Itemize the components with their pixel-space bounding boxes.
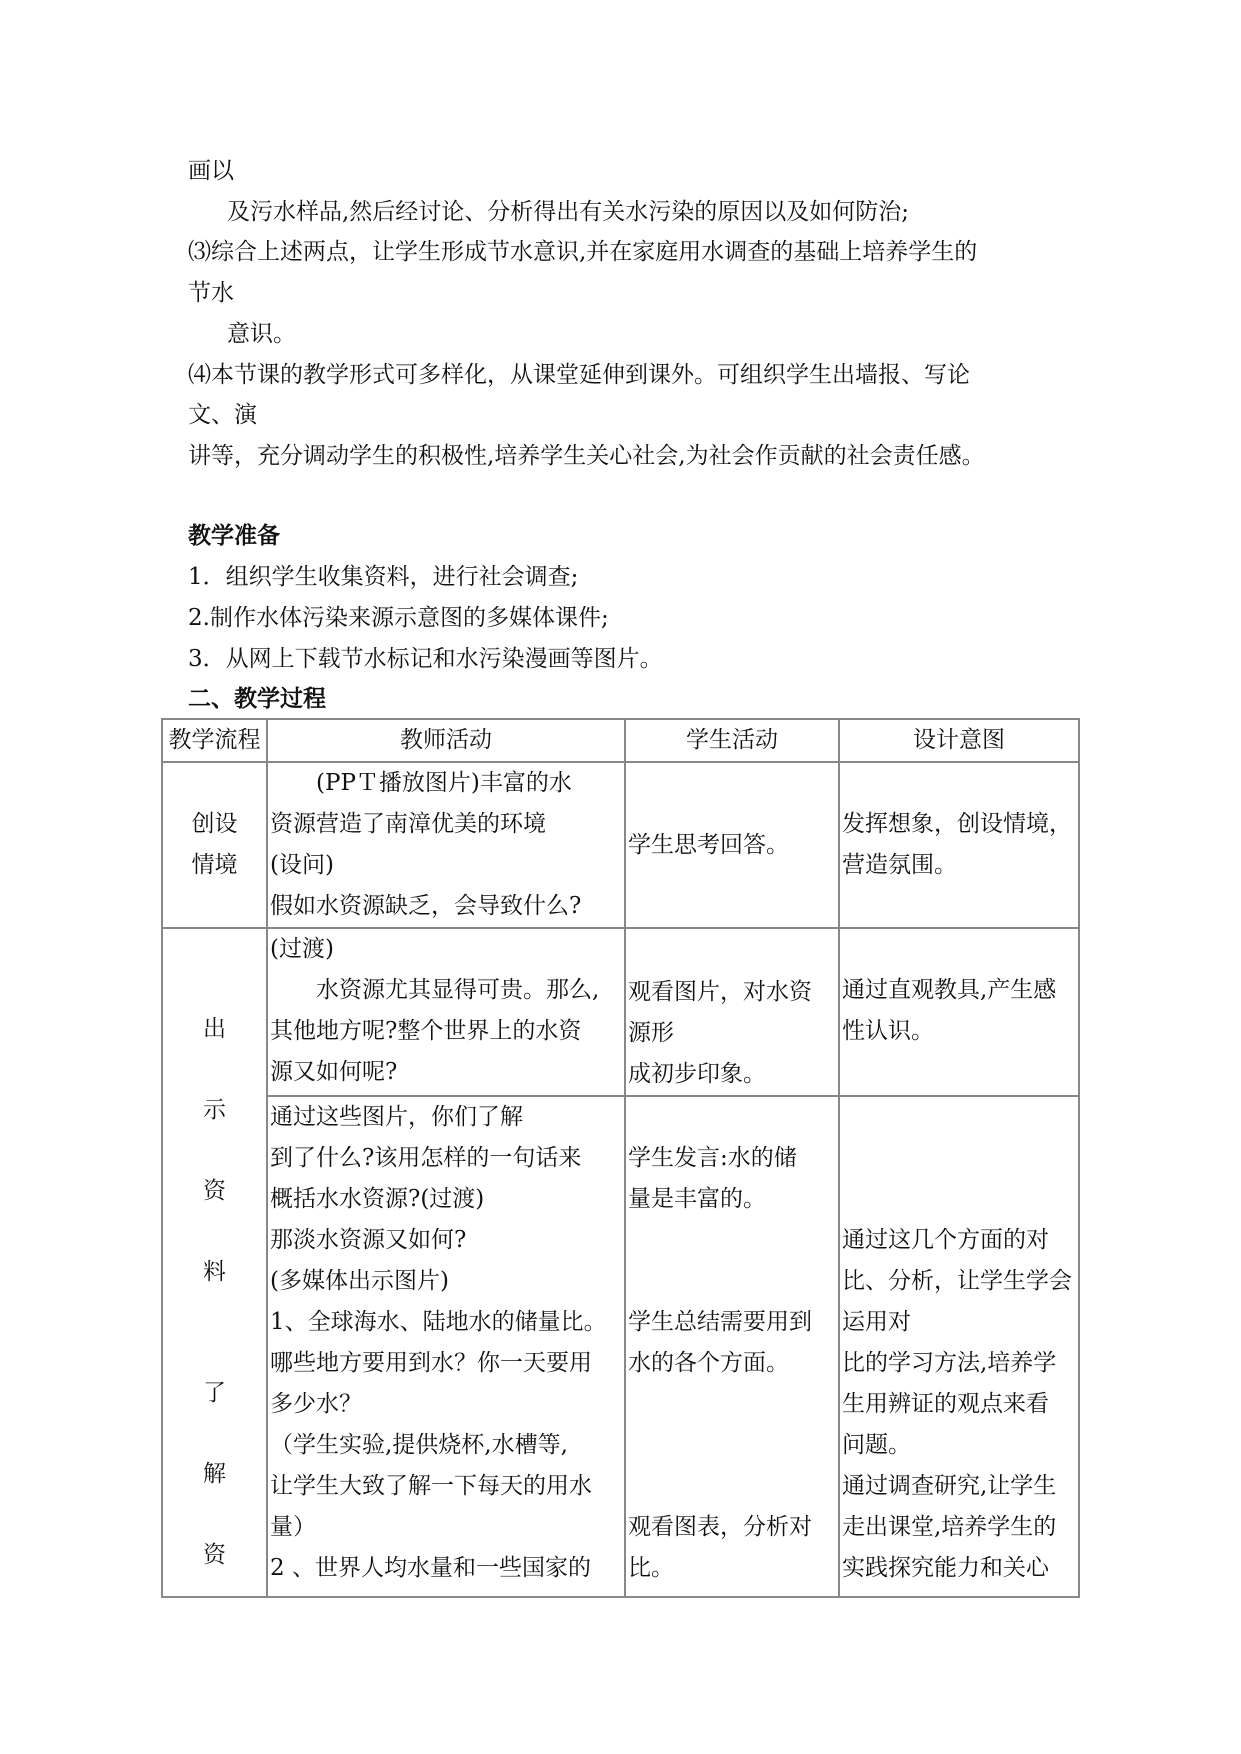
student-text (628, 1425, 836, 1466)
teacher-text: 让学生大致了解一下每天的用水 (270, 1473, 592, 1500)
intent-text: 通过调查研究,让学生 (842, 1473, 1057, 1500)
table-row (162, 928, 1079, 1096)
table-row (162, 762, 1079, 928)
stage-text: 了 (203, 1380, 226, 1406)
teaching-process-table (161, 718, 1080, 1598)
teacher-text: 源又如何呢? (270, 1059, 398, 1085)
header-student-activity: 学生活动 (625, 719, 839, 762)
intent-text: 发挥想象，创设情境， (842, 811, 1072, 837)
student-text: 水的各个方面。 (628, 1350, 789, 1377)
stage-text: 示 (203, 1097, 226, 1123)
teacher-text: 量） (270, 1514, 316, 1541)
teacher-text: 1、全球海水、陆地水的储量比。 (270, 1309, 607, 1336)
intro-line: 及污水样品,然后经讨论、分析得出有关水污染的原因以及如何防治; (227, 199, 910, 225)
intro-line: 文、演 (188, 402, 257, 428)
teacher-text: 到了什么?该用怎样的一句话来 (270, 1145, 582, 1172)
teacher-text: (多媒体出示图片) (270, 1268, 449, 1295)
student-text: 量是丰富的。 (628, 1186, 766, 1213)
intent-text (842, 1179, 1076, 1220)
student-text (628, 1097, 836, 1138)
stage-text: 资 (203, 1542, 226, 1568)
teacher-text: （学生实验,提供烧杯,水槽等, (270, 1432, 568, 1459)
table-header-row (162, 719, 1079, 762)
stage-text: 情境 (191, 852, 238, 878)
student-text: 学生发言:水的储 (628, 1145, 797, 1172)
teacher-cell (267, 1096, 625, 1597)
student-text: 观看图片，对水资 (628, 979, 812, 1006)
student-cell (625, 762, 839, 928)
process-heading: 二、教学过程 (188, 686, 326, 712)
student-text: 源形 (628, 1020, 674, 1047)
intro-line: 意识。 (227, 321, 296, 347)
teacher-text: (过渡) (270, 936, 334, 962)
header-process: 教学流程 (162, 719, 267, 762)
teacher-text: 2 、世界人均水量和一些国家的 (270, 1555, 591, 1582)
intent-text: 通过这几个方面的对 (842, 1227, 1049, 1254)
intent-text: 生用辨证的观点来看 (842, 1391, 1049, 1418)
intro-line: ⑶综合上述两点，让学生形成节水意识,并在家庭用水调查的基础上培养学生的 (188, 239, 978, 265)
teacher-text: 哪些地方要用到水？你一天要用 (270, 1350, 592, 1377)
teacher-cell (267, 928, 625, 1096)
intent-cell (839, 1096, 1079, 1597)
student-cell (625, 1096, 839, 1597)
stage-text: 出 (203, 1016, 226, 1042)
student-text (628, 1384, 836, 1425)
intro-line: 画以 (188, 158, 234, 184)
teacher-text: 那淡水资源又如何? (270, 1227, 467, 1254)
teacher-text: (设问) (270, 852, 334, 878)
teacher-text: 水资源尤其显得可贵。那么, (270, 977, 600, 1003)
intent-text: 比的学习方法,培养学 (842, 1350, 1057, 1377)
stage-text: 解 (203, 1461, 226, 1487)
stage-text: 创设 (191, 811, 238, 837)
teacher-text: 多少水？ (270, 1391, 362, 1418)
intent-text (842, 1138, 1076, 1179)
header-teacher-activity: 教师活动 (267, 719, 625, 762)
intent-cell (839, 762, 1079, 928)
intent-text: 比、分析，让学生学会 (842, 1268, 1072, 1295)
stage-cell (162, 928, 267, 1597)
prep-item-2: 2.制作水体污染来源示意图的多媒体课件; (188, 605, 609, 631)
student-text: 观看图表，分析对 (628, 1514, 812, 1541)
student-text: 成初步印象。 (628, 1061, 766, 1088)
student-text (628, 1261, 836, 1302)
teacher-text: 概括水水资源?(过渡) (270, 1186, 485, 1213)
student-text: 比。 (628, 1555, 674, 1582)
prep-item-3: 3．从网上下载节水标记和水污染漫画等图片。 (188, 646, 663, 672)
student-cell (625, 928, 839, 1096)
teacher-text: 资源营造了南漳优美的环境 (270, 811, 546, 837)
intent-text: 性认识。 (842, 1018, 934, 1044)
intent-text: 运用对 (842, 1309, 911, 1336)
stage-text: 料 (203, 1259, 226, 1285)
prep-item-1: 1．组织学生收集资料，进行社会调查; (188, 564, 579, 590)
intent-text: 通过直观教具,产生感 (842, 977, 1057, 1003)
intro-line: ⑷本节课的教学形式可多样化，从课堂延伸到课外。可组织学生出墙报、写论 (188, 362, 970, 388)
student-text: 学生思考回答。 (628, 831, 789, 858)
teacher-text: 假如水资源缺乏，会导致什么? (270, 893, 582, 919)
teacher-cell (267, 762, 625, 928)
teacher-text: (PPＴ播放图片)丰富的水 (270, 770, 572, 796)
intent-text: 实践探究能力和关心 (842, 1555, 1049, 1582)
intro-line: 讲等，充分调动学生的积极性,培养学生关心社会,为社会作贡献的社会责任感。 (188, 443, 985, 469)
prep-heading: 教学准备 (188, 523, 280, 549)
header-design-intent: 设计意图 (839, 719, 1079, 762)
student-text (628, 1466, 836, 1507)
table-row (162, 1096, 1079, 1597)
intent-text: 营造氛围。 (842, 852, 957, 878)
teacher-text: 其他地方呢?整个世界上的水资 (270, 1018, 582, 1044)
teacher-text: 通过这些图片，你们了解 (270, 1104, 523, 1131)
intent-text (842, 1097, 1076, 1138)
intent-cell (839, 928, 1079, 1096)
student-text: 学生总结需要用到 (628, 1309, 812, 1336)
stage-cell (162, 762, 267, 928)
intent-text: 走出课堂,培养学生的 (842, 1514, 1057, 1541)
intent-text: 问题。 (842, 1432, 911, 1459)
student-text (628, 1220, 836, 1261)
intro-line: 节水 (188, 280, 234, 306)
stage-text: 资 (203, 1178, 226, 1204)
